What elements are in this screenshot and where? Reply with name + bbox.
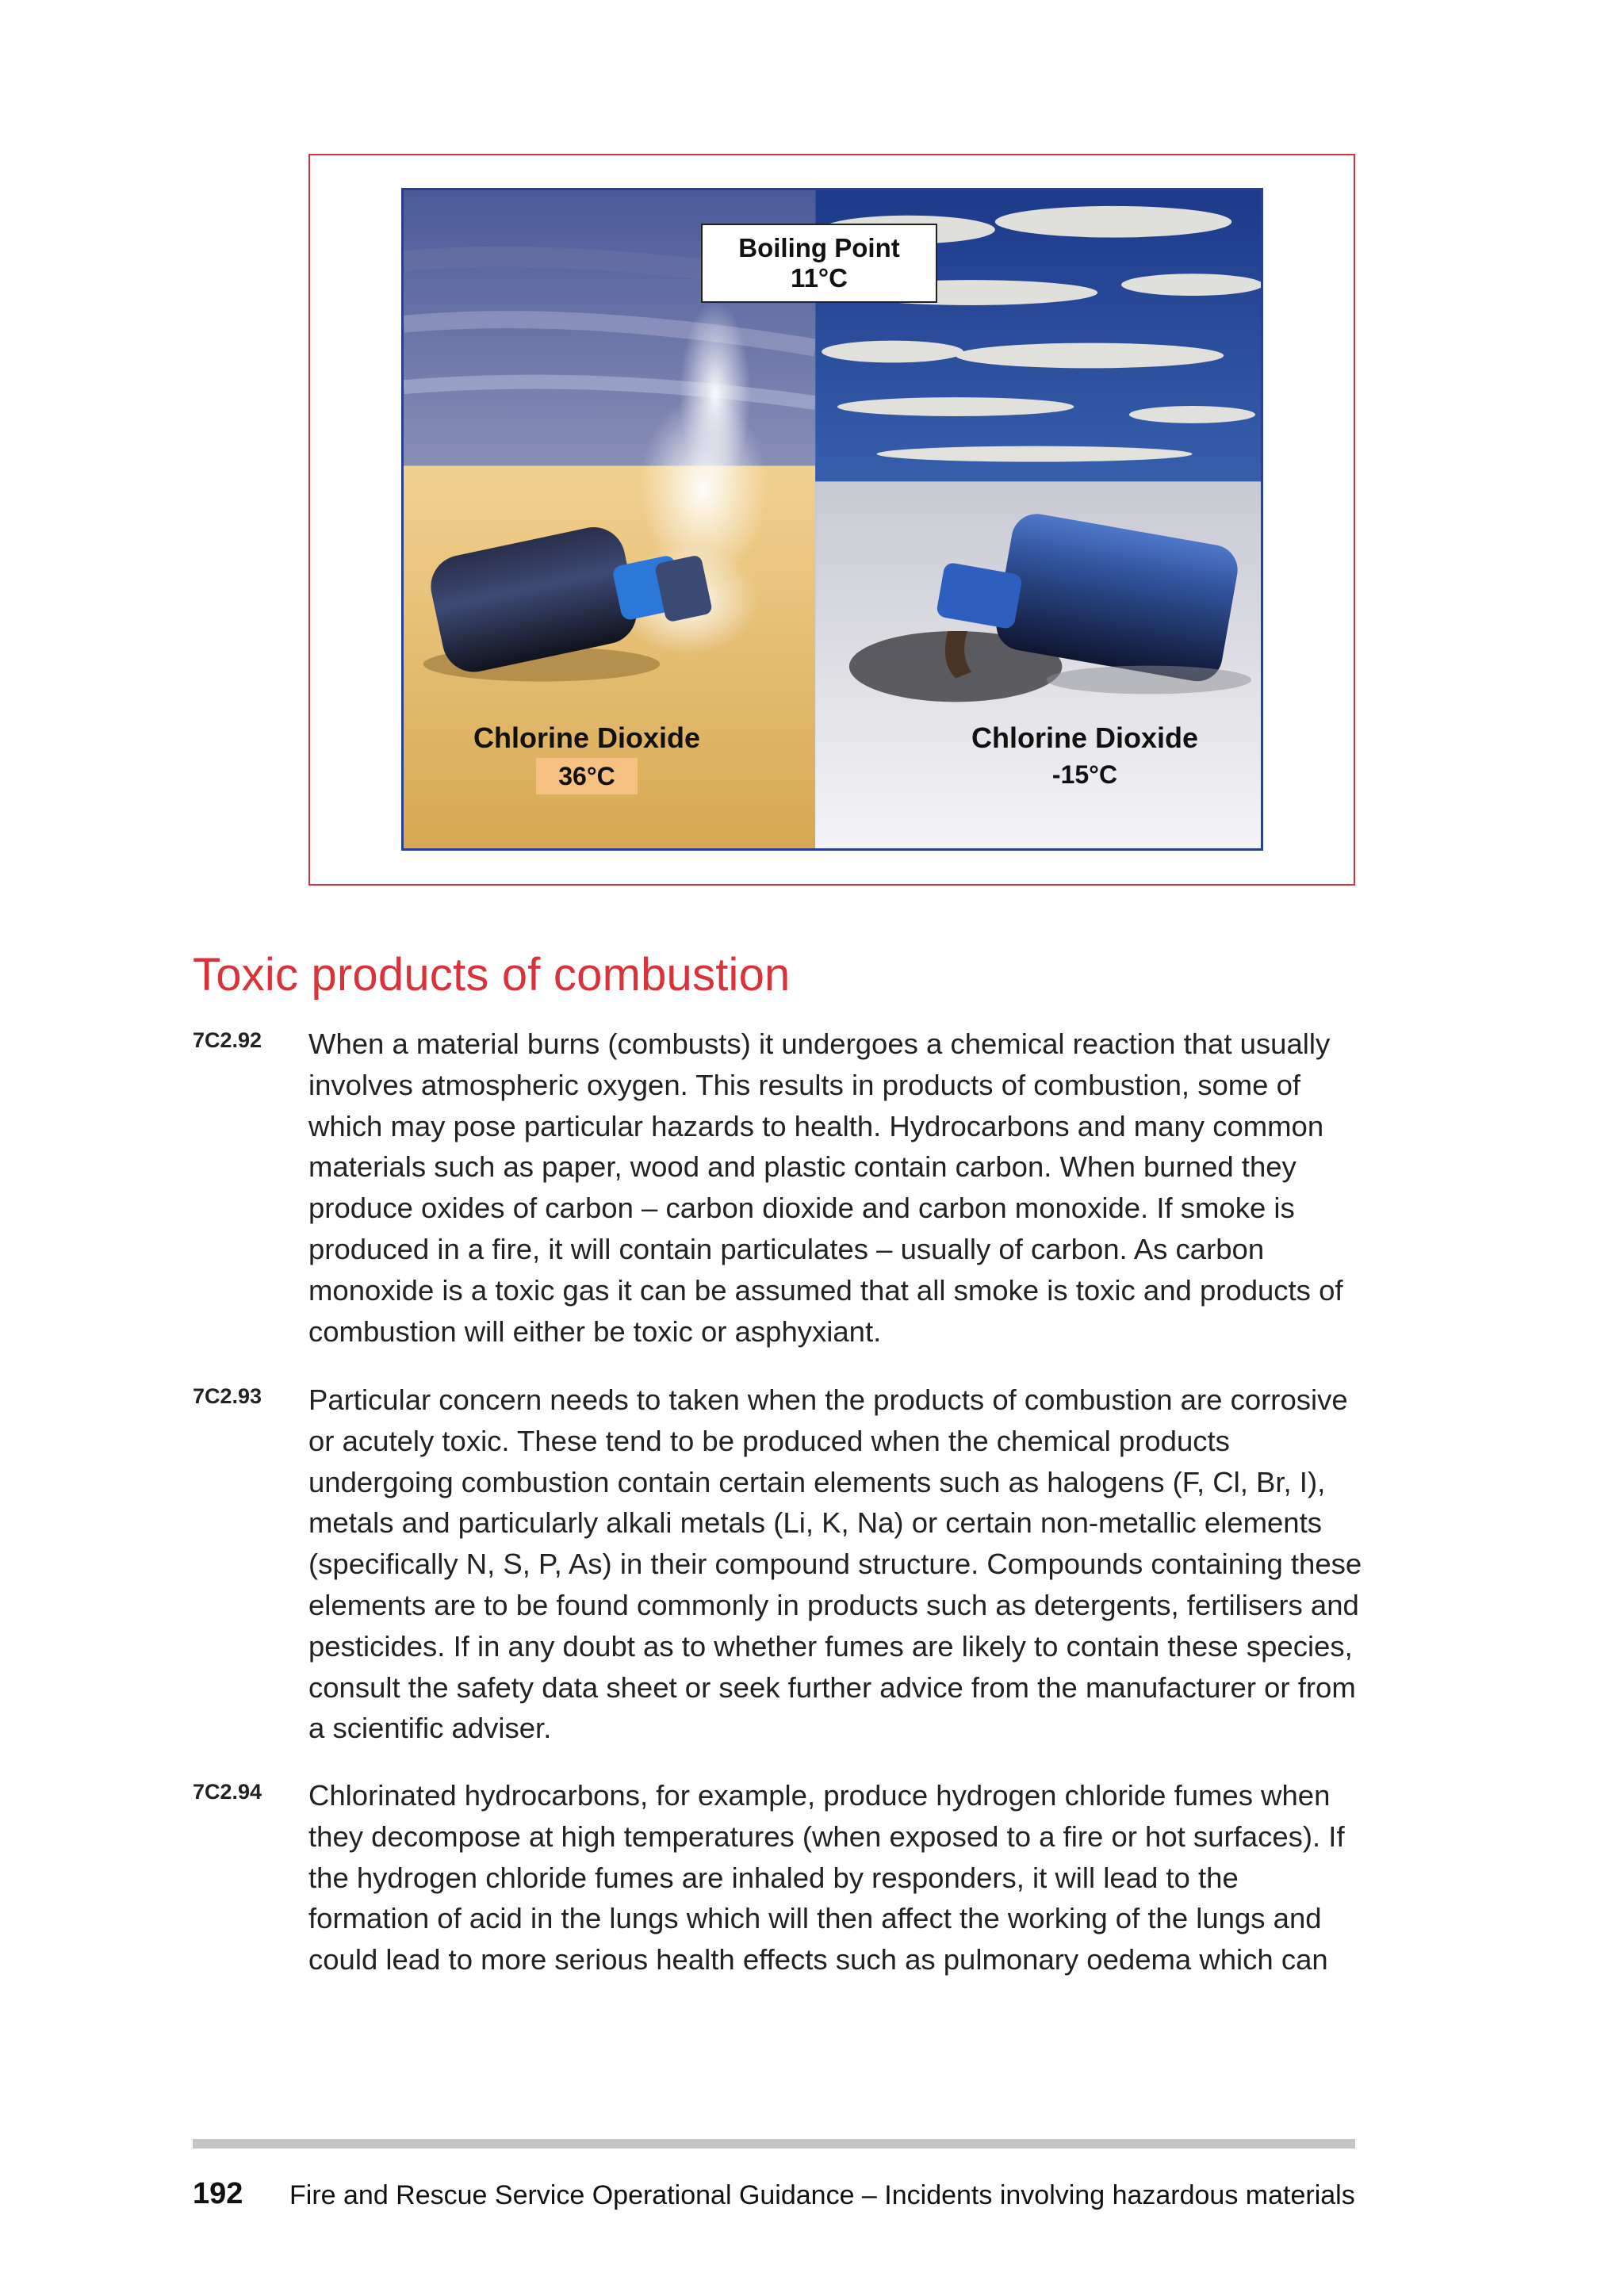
page-number: 192: [193, 2177, 243, 2210]
boiling-point-label: [701, 224, 937, 303]
section-heading: Toxic products of combustion: [193, 949, 791, 1001]
paragraph-number: 7C2.92: [193, 1028, 262, 1052]
paragraph-text: Particular concern needs to taken when the products of combustion are corrosive or acutely toxic. These tend to be produced when the chemical products undergoing combustion contain certain elements such as halogens (F, Cl, Br, I), metals and particularly alkali metals (Li, K, Na) or certain non-metallic elements (specifically N, S, P, As) in their compound structure. Compounds containing these elements are to be found commonly in products such as detergents, fertilisers and pesticides. If in any doubt as to whether fumes are likely to contain these species, consult the safety data sheet or seek further advice from the manufacturer or from a scientific adviser.: [308, 1383, 1362, 1745]
paragraph-text: Chlorinated hydrocarbons, for example, produce hydrogen chloride fumes when they decompose at high temperatures (when exposed to a fire or hot surfaces). If the hydrogen chloride fumes are inhaled by responders, it will lead to the formation of acid in the lungs which will then affect the working of the lungs and could lead to more serious health effects such as pulmonary oedema which can: [308, 1779, 1345, 1976]
right-caption: [950, 720, 1220, 793]
paragraph-number: 7C2.93: [193, 1384, 262, 1408]
paragraph-text: When a material burns (combusts) it undergoes a chemical reaction that usually involves atmospheric oxygen. This results in products of combustion, some of which may pose particular hazards to health. Hydrocarbons and many common materials such as paper, wood and plastic contain carbon. When burned they produce oxides of carbon – carbon dioxide and carbon monoxide. If smoke is produced in a fire, it will contain particulates – usually of carbon. As carbon monoxide is a toxic gas it can be assumed that all smoke is toxic and products of combustion will either be toxic or asphyxiant.: [308, 1027, 1343, 1348]
paragraph-number: 7C2.94: [193, 1780, 262, 1804]
footer-rule: [193, 2139, 1355, 2149]
right-caption-name: Chlorine Dioxide: [971, 721, 1199, 754]
left-caption-temp: 36°C: [536, 758, 638, 794]
footer-title: Fire and Rescue Service Operational Guidance – Incidents involving hazardous materials: [289, 2180, 1355, 2210]
left-caption-name: Chlorine Dioxide: [473, 721, 701, 754]
boiling-point-title: Boiling Point: [738, 233, 900, 262]
left-caption: [460, 720, 714, 794]
right-caption-temp: -15°C: [1051, 760, 1118, 789]
boiling-point-value: 11°C: [791, 263, 848, 293]
